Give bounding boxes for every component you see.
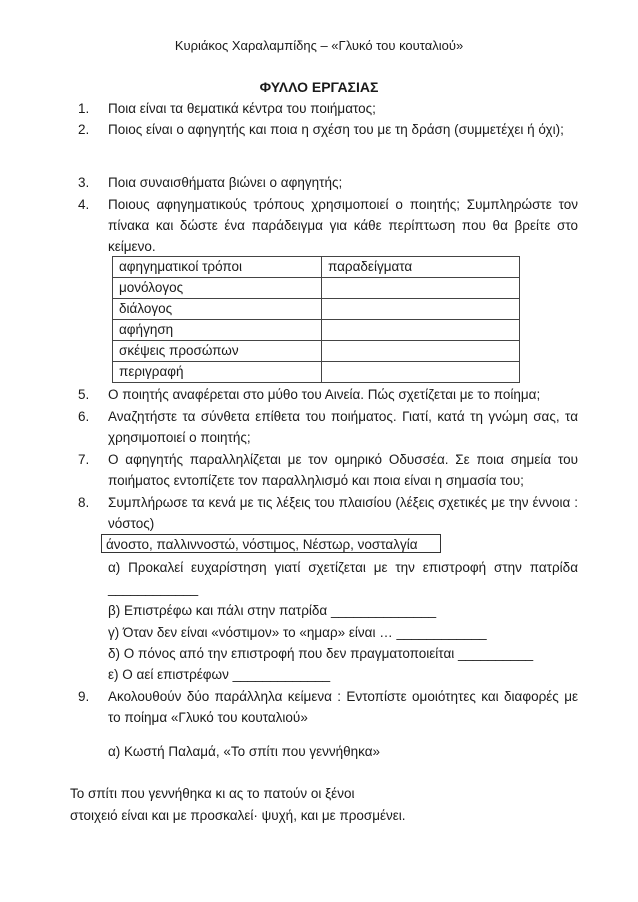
question-number: 5. [78,387,90,402]
question-number: 8. [78,495,90,510]
table-cell: σκέψεις προσώπων [113,341,322,362]
table-header-cell: αφηγηματικοί τρόποι [113,257,322,278]
fill-in-b: β) Επιστρέφω και πάλι στην πατρίδα ______________ [108,603,437,618]
table-row [113,341,520,362]
question-number: 2. [78,122,90,137]
table-header-row [113,257,520,278]
worksheet-title: ΦΥΛΛΟ ΕΡΓΑΣΙΑΣ [259,79,379,95]
table-row [113,362,520,383]
question-text: Συμπλήρωσε τα κενά με τις λέξεις του πλαισίου (λέξεις σχετικές με την έννοια : νόστος) [108,495,578,531]
table-row [113,299,520,320]
table-row [113,278,520,299]
question-number: 1. [78,101,90,116]
question-text: Αναζητήστε τα σύνθετα επίθετα του ποιήματος. Γιατί, κατά τη γνώμη σας, τα χρησιμοποιεί ο ποιητής; [108,409,578,445]
poem-line-1: Το σπίτι που γεννήθηκα κι ας το πατούν οι ξένοι [70,786,355,801]
table-row [113,320,520,341]
question-text: Ο αφηγητής παραλληλίζεται με τον ομηρικό Οδυσσέα. Σε ποια σημεία του ποιήματος εντοπίζετε τον παραλληλισμό και ποια είναι η σημασία του; [108,452,578,488]
table-empty-cell[interactable] [322,278,520,299]
question-text: Ο ποιητής αναφέρεται στο μύθο του Αινεία. Πώς σχετίζεται με το ποίημα; [108,387,541,402]
fill-in-a: α) Προκαλεί ευχαρίστηση γιατί σχετίζεται με την επιστροφή στην πατρίδα ____________ [108,560,578,596]
question-text: Ποιους αφηγηματικούς τρόπους χρησιμοποιεί ο ποιητής; Συμπληρώστε τον πίνακα και δώστε ένα παράδειγμα για κάθε περίπτωση που θα βρείτε στο κείμενο. [108,197,578,254]
question-number: 9. [78,689,90,704]
question-text: Ποιος είναι ο αφηγητής και ποια η σχέση του με τη δράση (συμμετέχει ή όχι); [108,122,564,137]
fill-in-c: γ) Όταν δεν είναι «νόστιμον» το «ημαρ» είναι … ____________ [108,625,487,640]
fill-in-d: δ) Ο πόνος από την επιστροφή που δεν πραγματοποιείται __________ [108,646,534,661]
page-header: Κυριάκος Χαραλαμπίδης – «Γλυκό του κουταλιού» [174,38,464,53]
question-text: Ποια συναισθήματα βιώνει ο αφηγητής; [108,175,343,190]
poem-line-2: στοιχειό είναι και με προσκαλεί· ψυχή, και με προσμένει. [70,808,406,823]
word-box: άνοστο, παλλιννοστώ, νόστιμος, Νέστωρ, νοσταλγία [101,534,441,553]
table-header-cell: παραδείγματα [322,257,520,278]
table-empty-cell[interactable] [322,362,520,383]
question-text: Ποια είναι τα θεματικά κέντρα του ποιήματος; [108,101,376,116]
table-empty-cell[interactable] [322,341,520,362]
fill-in-e: ε) Ο αεί επιστρέφων _____________ [108,667,331,682]
table-cell: διάλογος [113,299,322,320]
question-number: 3. [78,175,90,190]
table-empty-cell[interactable] [322,320,520,341]
question-text: Ακολουθούν δύο παράλληλα κείμενα : Εντοπίστε ομοιότητες και διαφορές με το ποίημα «Γλυκό του κουταλιού» [108,689,578,725]
question-number: 7. [78,452,90,467]
question-number: 4. [78,197,90,212]
table-empty-cell[interactable] [322,299,520,320]
question-number: 6. [78,409,90,424]
narrative-modes-table [112,256,520,383]
table-cell: περιγραφή [113,362,322,383]
parallel-text-title: α) Κωστή Παλαμά, «Το σπίτι που γεννήθηκα» [108,744,381,759]
table-cell: μονόλογος [113,278,322,299]
table-cell: αφήγηση [113,320,322,341]
